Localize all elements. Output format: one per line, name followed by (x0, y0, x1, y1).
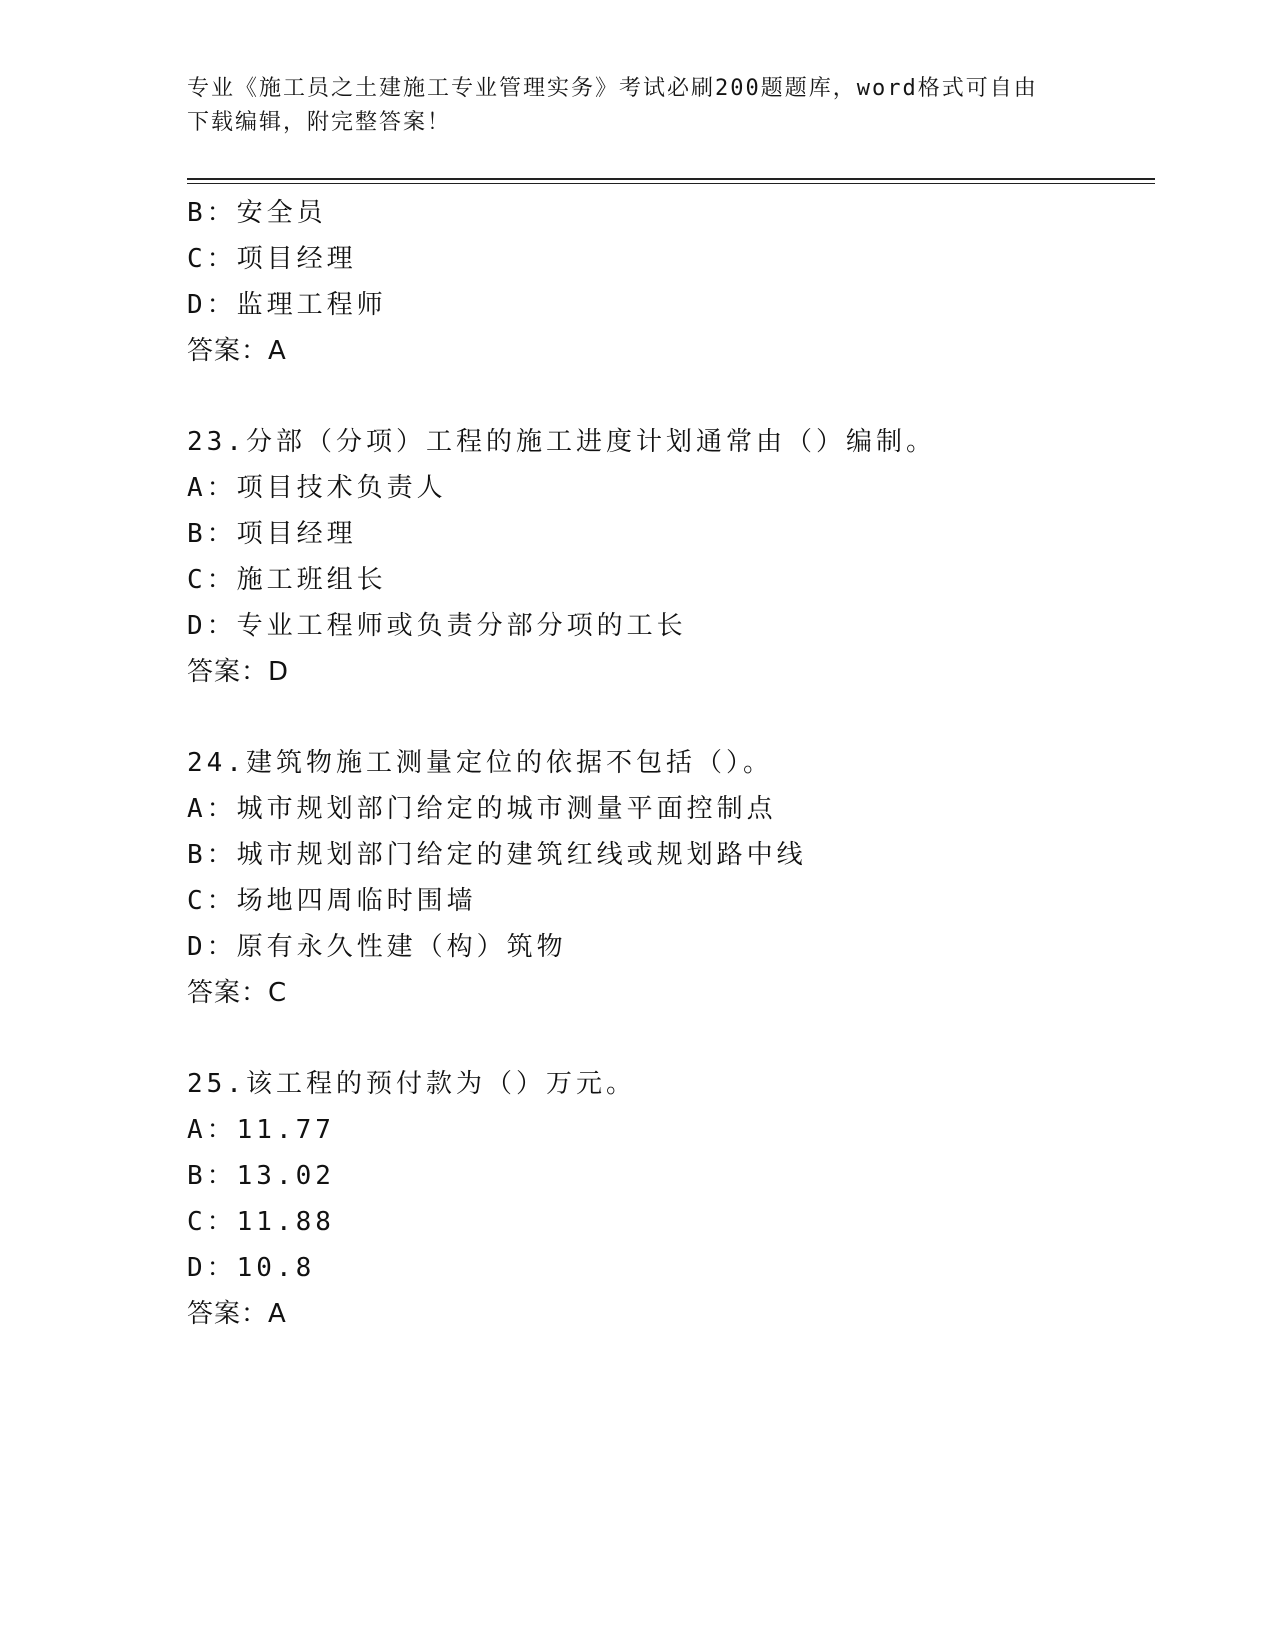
header-divider-thin (187, 183, 1155, 184)
option-d: D：原有永久性建（构）筑物 (187, 932, 567, 962)
spacer (187, 695, 1147, 740)
spacer (187, 374, 1147, 419)
answer-line: 答案：D (187, 657, 290, 687)
option-d: D：监理工程师 (187, 290, 387, 320)
option-d: D：专业工程师或负责分部分项的工长 (187, 611, 687, 641)
header-line-1: 专业《施工员之土建施工专业管理实务》考试必刷200题题库，word格式可自由 (187, 76, 1038, 101)
answer-line: 答案：C (187, 978, 288, 1008)
option-c: C：场地四周临时围墙 (187, 886, 477, 916)
header-divider-thick (187, 178, 1155, 180)
question-22-tail (187, 190, 1147, 374)
option-d: D：10.8 (187, 1253, 316, 1283)
document-header (187, 72, 1067, 140)
option-c: C：11.88 (187, 1207, 335, 1237)
option-b: B：项目经理 (187, 519, 357, 549)
question-stem: 24.建筑物施工测量定位的依据不包括（）。 (187, 748, 773, 778)
option-c: C：施工班组长 (187, 565, 387, 595)
spacer (187, 1016, 1147, 1061)
answer-line: 答案：A (187, 1299, 287, 1329)
option-a: A：11.77 (187, 1115, 335, 1145)
question-stem: 25.该工程的预付款为（）万元。 (187, 1069, 636, 1099)
answer-line: 答案：A (187, 336, 287, 366)
question-stem: 23.分部（分项）工程的施工进度计划通常由（）编制。 (187, 427, 936, 457)
question-24 (187, 740, 1147, 1016)
option-a: A：项目技术负责人 (187, 473, 447, 503)
question-list (187, 190, 1147, 1337)
option-b: B：城市规划部门给定的建筑红线或规划路中线 (187, 840, 807, 870)
header-line-2: 下载编辑，附完整答案！ (187, 110, 452, 135)
option-b: B：13.02 (187, 1161, 335, 1191)
option-a: A：城市规划部门给定的城市测量平面控制点 (187, 794, 777, 824)
option-c: C：项目经理 (187, 244, 357, 274)
question-25 (187, 1061, 1147, 1337)
option-b: B：安全员 (187, 198, 327, 228)
question-23 (187, 419, 1147, 695)
